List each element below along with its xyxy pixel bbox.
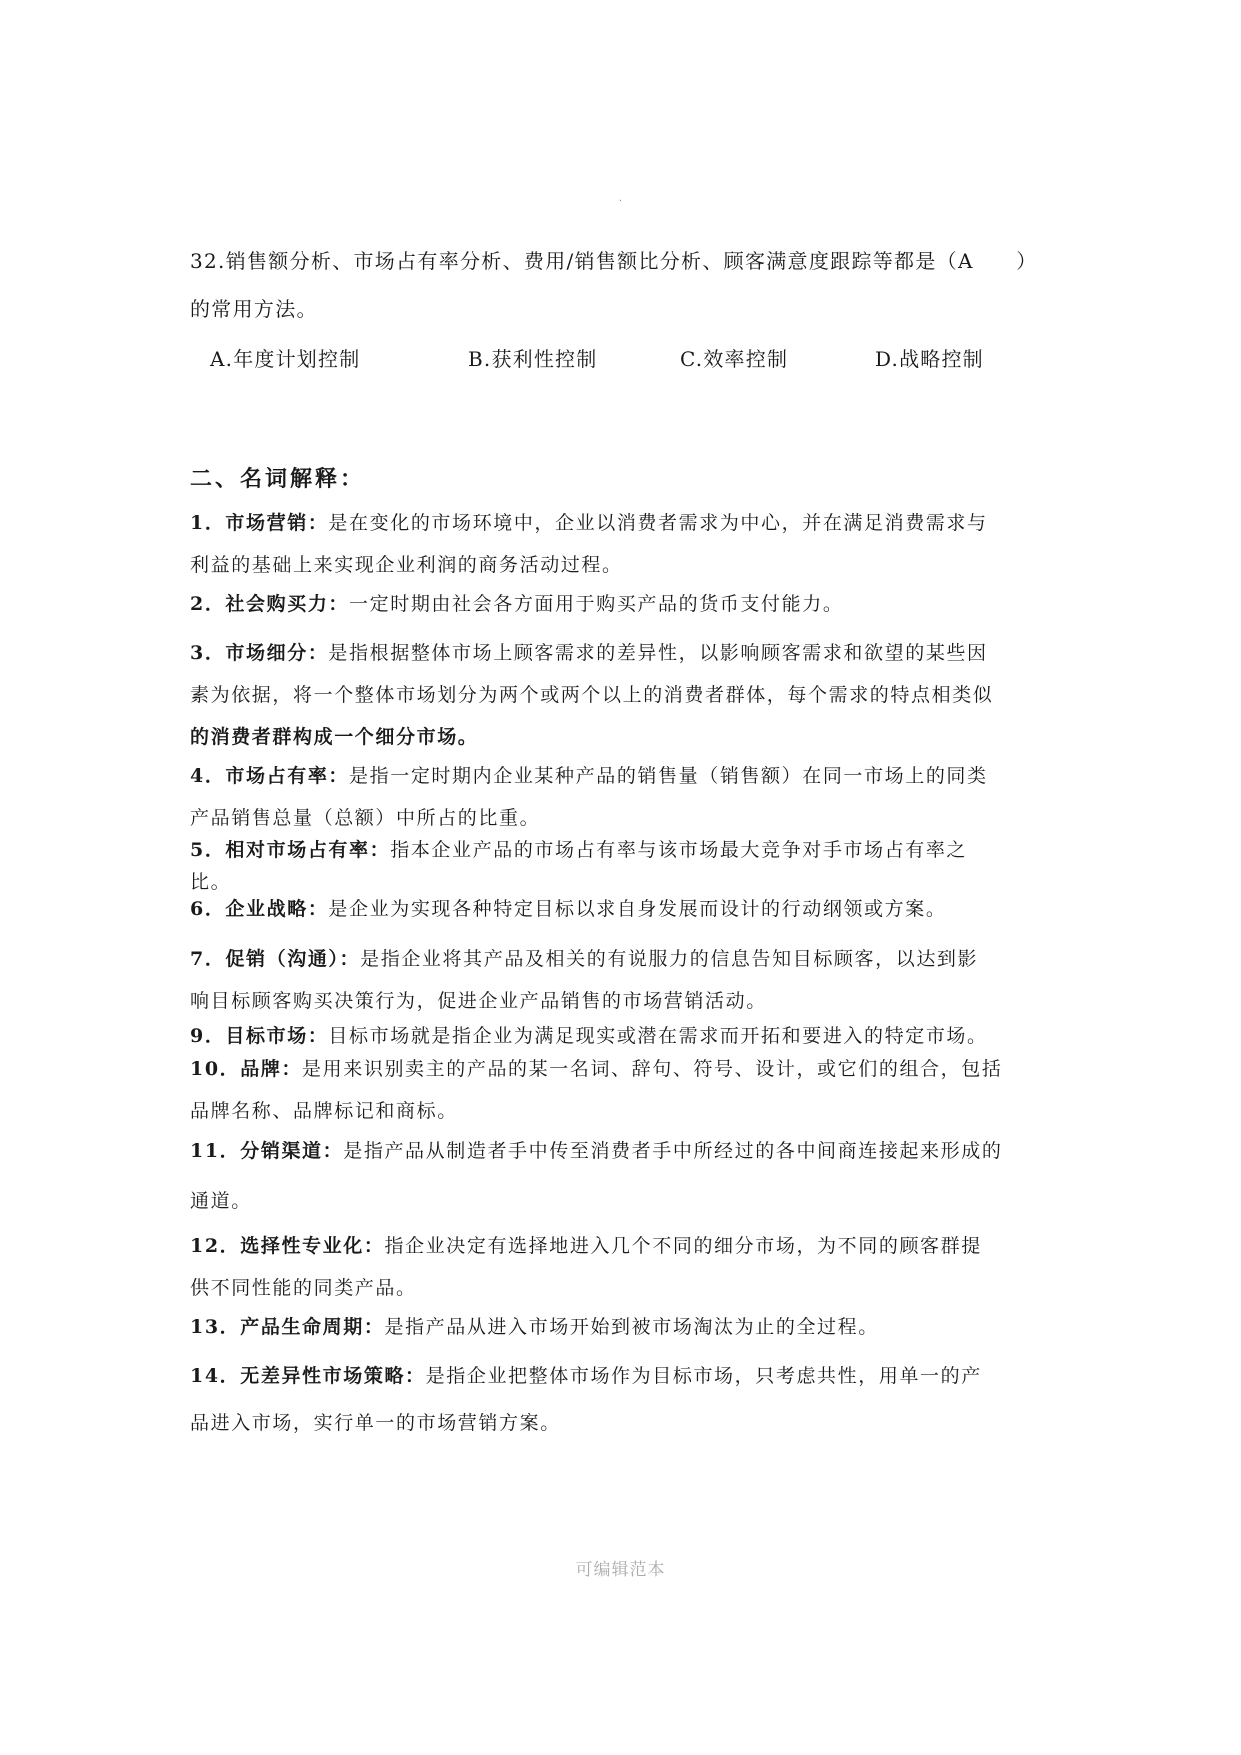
definition-text: 是指企业把整体市场作为目标市场，只考虑共性，用单一的产 — [425, 1365, 982, 1387]
definition-term: 4．市场占有率： — [190, 765, 350, 787]
definition-text: 是用来识别卖主的产品的某一名词、辞句、符号、设计，或它们的组合，包括 — [302, 1058, 1003, 1080]
definition-text: 目标市场就是指企业为满足现实或潜在需求而开拓和要进入的特定市场。 — [328, 1025, 988, 1047]
definition-item — [190, 888, 1070, 930]
definition-item — [190, 1225, 1070, 1309]
definition-text: 响目标顾客购买决策行为，促进企业产品销售的市场营销活动。 — [190, 990, 767, 1012]
definition-term: 12．选择性专业化： — [190, 1235, 385, 1257]
definition-item — [190, 755, 1070, 839]
definition-item — [190, 583, 1070, 625]
header-mark: . — [618, 193, 623, 204]
footer-watermark: 可编辑范本 — [575, 1560, 666, 1580]
definition-text: 品进入市场，实行单一的市场营销方案。 — [190, 1412, 561, 1434]
definition-term: 9．目标市场： — [190, 1025, 329, 1047]
option-d: D.战略控制 — [875, 347, 984, 371]
definition-text: 比。 — [190, 871, 232, 893]
definition-text: 利益的基础上来实现企业利润的商务活动过程。 — [190, 554, 623, 576]
definition-item — [190, 502, 1070, 586]
definition-text: 指本企业产品的市场占有率与该市场最大竞争对手市场占有率之 — [390, 839, 968, 861]
definition-item — [190, 1130, 1070, 1222]
definition-text: 是在变化的市场环境中，企业以消费者需求为中心，并在满足消费需求与 — [328, 512, 988, 534]
section-title: 二、名词解释： — [190, 466, 366, 492]
definition-text: 是企业为实现各种特定目标以求自身发展而设计的行动纲领或方案。 — [328, 898, 947, 920]
definition-item — [190, 1306, 1070, 1348]
definition-term: 5．相对市场占有率： — [190, 839, 391, 861]
definition-text: 的消费者群构成一个细分市场。 — [190, 726, 479, 748]
definition-term: 1．市场营销： — [190, 512, 329, 534]
definition-term: 14．无差异性市场策略： — [190, 1365, 426, 1387]
definition-term: 2．社会购买力： — [190, 593, 350, 615]
definition-text: 产品销售总量（总额）中所占的比重。 — [190, 807, 541, 829]
definition-text: 通道。 — [190, 1190, 252, 1212]
definition-term: 7．促销（沟通）： — [190, 948, 361, 970]
answer-options — [210, 343, 1060, 375]
definition-term: 11．分销渠道： — [190, 1140, 344, 1162]
definition-text: 供不同性能的同类产品。 — [190, 1277, 417, 1299]
definition-text: 是指产品从制造者手中传至消费者手中所经过的各中间商连接起来形成的 — [343, 1140, 1003, 1162]
definition-text: 素为依据，将一个整体市场划分为两个或两个以上的消费者群体，每个需求的特点相类似 — [190, 684, 994, 706]
definition-term: 10．品牌： — [190, 1058, 303, 1080]
option-b: B.获利性控制 — [468, 347, 598, 371]
definition-text: 是指根据整体市场上顾客需求的差异性，以影响顾客需求和欲望的某些因 — [328, 642, 988, 664]
definition-text: 一定时期由社会各方面用于购买产品的货币支付能力。 — [349, 593, 844, 615]
definition-term: 13．产品生命周期： — [190, 1316, 385, 1338]
question-line-1: 32.销售额分析、市场占有率分析、费用/销售额比分析、顾客满意度跟踪等都是（A ） — [190, 249, 1038, 273]
definition-text: 指企业决定有选择地进入几个不同的细分市场，为不同的顾客群提 — [384, 1235, 982, 1257]
definition-text: 是指一定时期内企业某种产品的销售量（销售额）在同一市场上的同类 — [349, 765, 988, 787]
option-a: A.年度计划控制 — [210, 347, 361, 371]
definition-text: 品牌名称、品牌标记和商标。 — [190, 1100, 458, 1122]
definition-item — [190, 938, 1070, 1022]
definition-item — [190, 632, 1070, 758]
definition-item — [190, 1048, 1070, 1132]
question-line-2: 的常用方法。 — [190, 297, 318, 321]
definition-item — [190, 1355, 1070, 1444]
option-c: C.效率控制 — [680, 347, 789, 371]
definition-term: 3．市场细分： — [190, 642, 329, 664]
definition-term: 6．企业战略： — [190, 898, 329, 920]
definition-text: 是指产品从进入市场开始到被市场淘汰为止的全过程。 — [384, 1316, 879, 1338]
definition-text: 是指企业将其产品及相关的有说服力的信息告知目标顾客，以达到影 — [360, 948, 979, 970]
